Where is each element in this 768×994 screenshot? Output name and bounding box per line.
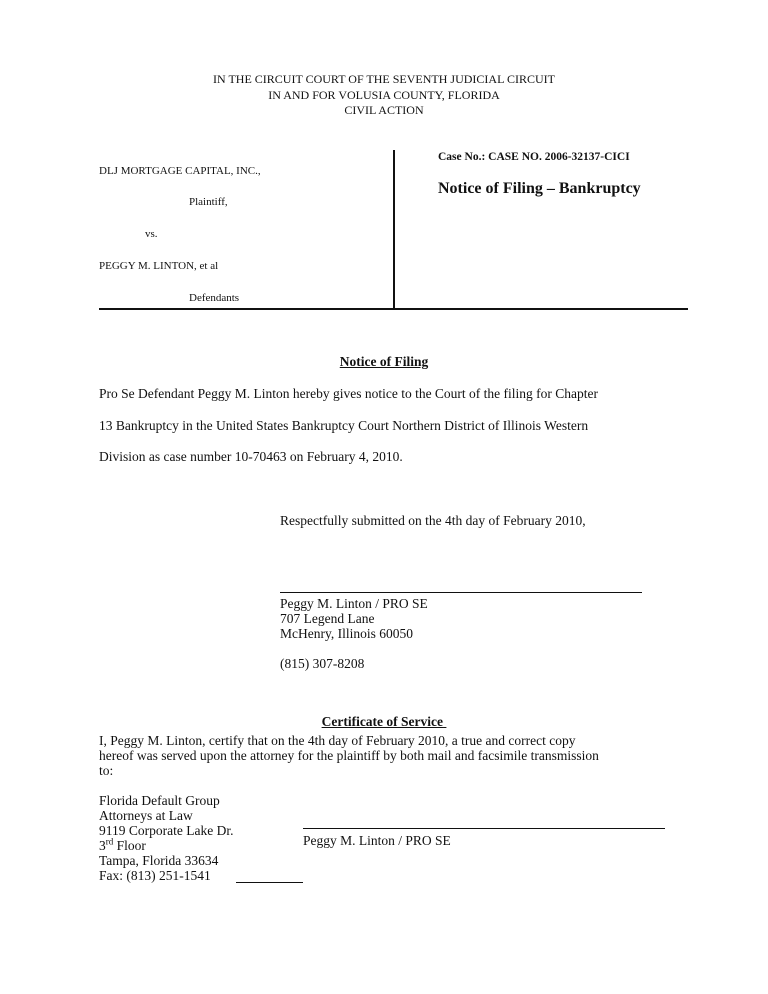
notice-line3: Division as case number 10-70463 on February 4, 2010. bbox=[99, 449, 403, 464]
plaintiff-role: Plaintiff, bbox=[189, 196, 228, 208]
certificate-line3: to: bbox=[99, 763, 114, 778]
notice-heading: Notice of Filing bbox=[339, 354, 429, 369]
notice-body bbox=[99, 378, 679, 473]
court-header-line1: IN THE CIRCUIT COURT OF THE SEVENTH JUDICIAL CIRCUIT bbox=[213, 72, 555, 86]
signature-line bbox=[280, 592, 642, 593]
recipient-street: 9119 Corporate Lake Dr. bbox=[99, 823, 234, 838]
recipient-city: Tampa, Florida 33634 bbox=[99, 853, 219, 868]
floor-suffix: rd bbox=[105, 836, 114, 847]
document-title: Notice of Filing – Bankruptcy bbox=[438, 180, 641, 197]
recipient-name: Florida Default Group bbox=[99, 793, 220, 808]
certificate-signature-line bbox=[303, 828, 665, 829]
signer-phone: (815) 307-8208 bbox=[280, 656, 365, 671]
signer-name: Peggy M. Linton / PRO SE bbox=[280, 596, 428, 611]
caption-horizontal-divider bbox=[99, 308, 688, 310]
signer-address1: 707 Legend Lane bbox=[280, 611, 375, 626]
floor-number: 3 bbox=[99, 838, 106, 853]
fax-blank-line bbox=[236, 882, 303, 883]
plaintiff-name: DLJ MORTGAGE CAPITAL, INC., bbox=[99, 165, 261, 177]
certificate-body bbox=[99, 733, 599, 778]
signer-block bbox=[280, 596, 428, 641]
versus-label: vs. bbox=[145, 228, 158, 240]
recipient-title: Attorneys at Law bbox=[99, 808, 193, 823]
case-number: Case No.: CASE NO. 2006-32137-CICI bbox=[438, 151, 630, 163]
submitted-statement: Respectfully submitted on the 4th day of February 2010, bbox=[280, 513, 586, 528]
certificate-line2: hereof was served upon the attorney for the plaintiff by both mail and facsimile transmission bbox=[99, 748, 599, 763]
notice-line1: Pro Se Defendant Peggy M. Linton hereby gives notice to the Court of the filing for Chapter bbox=[99, 386, 599, 401]
certificate-heading bbox=[0, 714, 768, 730]
defendant-role: Defendants bbox=[189, 292, 240, 304]
court-header-line3: CIVIL ACTION bbox=[344, 103, 424, 117]
recipient-floor bbox=[99, 838, 233, 853]
recipient-fax: Fax: (813) 251-1541 bbox=[99, 868, 211, 883]
certificate-signer: Peggy M. Linton / PRO SE bbox=[303, 833, 451, 848]
signer-address2: McHenry, Illinois 60050 bbox=[280, 626, 413, 641]
court-header-line2: IN AND FOR VOLUSIA COUNTY, FLORIDA bbox=[268, 87, 500, 102]
caption-vertical-divider bbox=[393, 150, 395, 309]
defendant-name: PEGGY M. LINTON, et al bbox=[99, 260, 219, 272]
notice-line2: 13 Bankruptcy in the United States Bankruptcy Court Northern District of Illinois Western bbox=[99, 417, 589, 433]
court-header bbox=[0, 72, 768, 119]
certificate-heading-text: Certificate of Service bbox=[321, 714, 444, 729]
recipient-address bbox=[99, 793, 233, 883]
certificate-line1: I, Peggy M. Linton, certify that on the 4th day of February 2010, a true and correct copy bbox=[99, 733, 576, 748]
floor-word: Floor bbox=[113, 838, 146, 853]
